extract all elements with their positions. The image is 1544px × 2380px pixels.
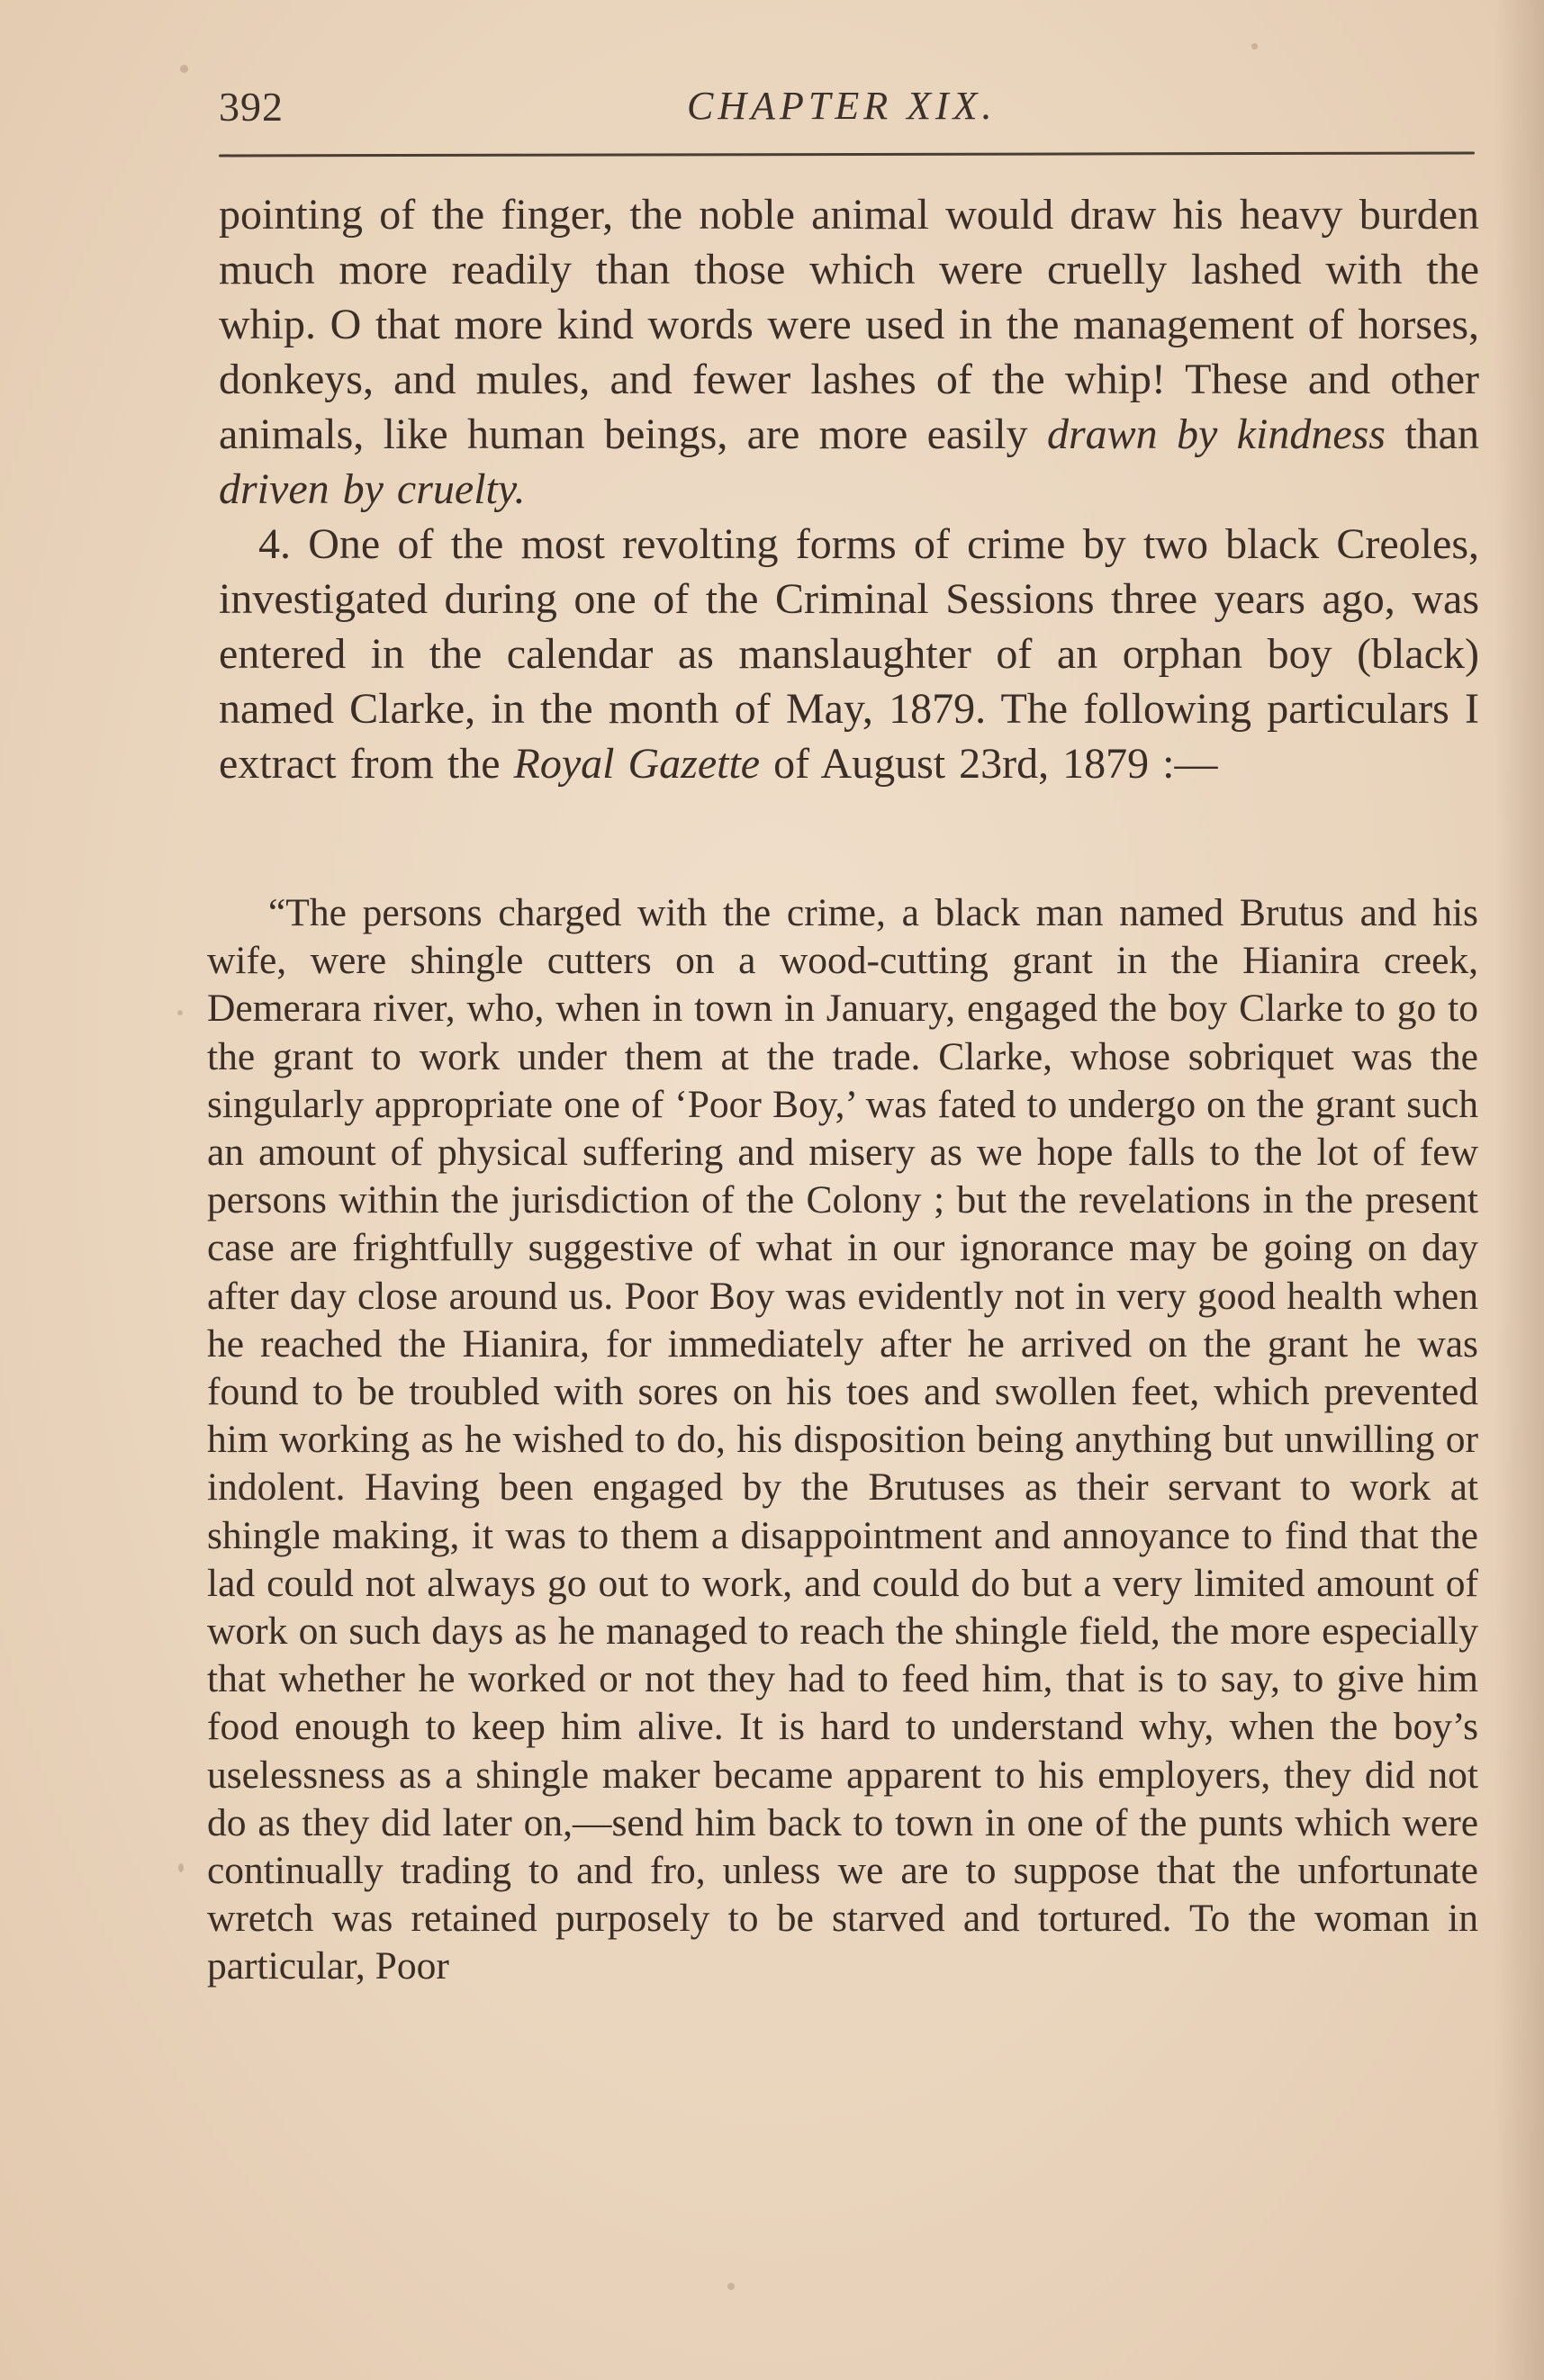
text-run: than [1385,410,1479,458]
paper-spot [1251,43,1258,50]
running-head: CHAPTER XIX. [687,84,997,128]
text-run: pointing of the finger, the noble animal would draw his heavy burden much more readily than those which were cruelly lashed with the whip. O that more kind words were used in the management of horses, donkeys, and mules, and fewer lashes of the whip! These and other animals, like human beings, are more easily [219,191,1479,458]
italic-phrase: driven by cruelty. [219,465,526,513]
italic-title: Royal Gazette [513,740,761,788]
paper-spot [177,1010,183,1015]
paragraph-4 [219,517,1479,791]
paper-spot [180,65,188,73]
quoted-extract [207,889,1478,1991]
quote-paragraph: “The persons charged with the crime, a black man named Brutus and his wife, were shingle cutters on a wood-cutting grant in the Hianira creek, Demerara river, who, when in town in January, engaged the boy Clarke to go to the grant to work under them at the trade. Clarke, whose sobriquet was the singularly appropriate one of ‘Poor Boy,’ was fated to undergo on the grant such an amount of physical suffering and misery as we hope falls to the lot of few persons within the jurisdiction of the Colony ; but the revelations in the present case are frightfully suggestive of what in our ignorance may be going on day after day close around us. Poor Boy was evidently not in very good health when he reached the Hianira, for immediately after he arrived on the grant he was found to be troubled with sores on his toes and swollen feet, which prevented him working as he wished to do, his disposition being anything but unwilling or indolent. Having been engaged by the Brutuses as their servant to work at shingle making, it was to them a disappointment and annoyance to find that the lad could not always go out to work, and could do but a very limited amount of work on such days as he managed to reach the shingle field, the more especially that whether he worked or not they had to feed him, that is to say, to give him food enough to keep him alive. It is hard to understand why, when the boy’s uselessness as a shingle maker became apparent to his employers, they did not do as they did later on,—send him back to town in one of the punts which were continually trading to and fro, unless we are to suppose that the unfortunate wretch was retained purposely to be starved and tortured. To the woman in particular, Poor [207,891,1478,1988]
text-run: of August 23rd, 1879 :— [760,740,1218,788]
paper-spot [727,2283,735,2290]
header-rule [219,152,1475,158]
page-header [219,83,1475,146]
page-number: 392 [219,84,284,130]
paper-spot [178,1863,184,1872]
paragraph-continued [219,187,1479,517]
text-run: 4. One of the most revolting forms of crime by two black Creoles, investigated during one of the Criminal Sessions three years ago, was entered in the calendar as manslaughter of an orphan boy (black) named Clarke, in the month of May, 1879. The following particulars I extract from the [219,520,1479,788]
italic-phrase: drawn by kindness [1046,410,1386,458]
page-edge-shadow [1494,0,1544,2380]
main-text [219,187,1479,791]
